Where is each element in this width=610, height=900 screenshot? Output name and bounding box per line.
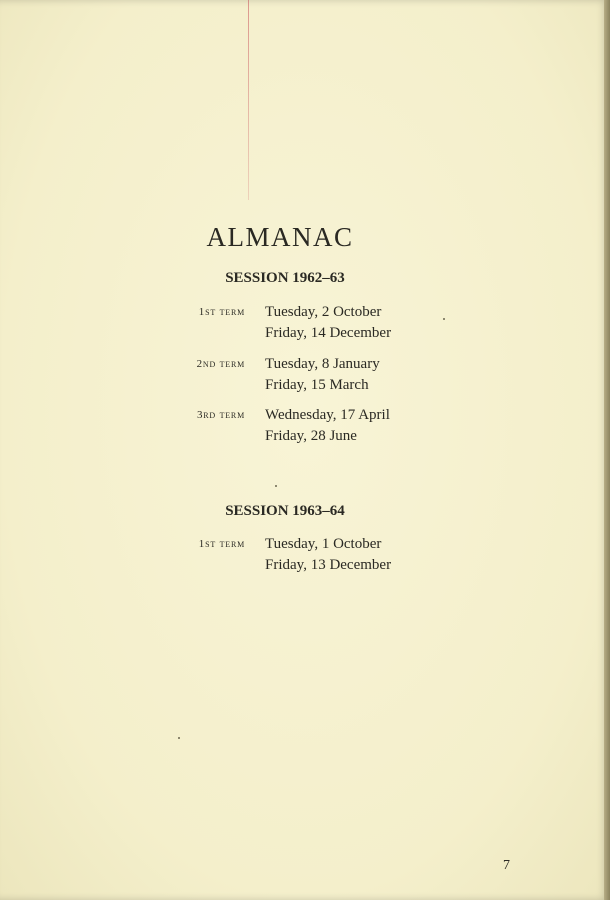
page-title: ALMANAC bbox=[206, 222, 354, 252]
session-heading-1962-63: SESSION 1962–63 bbox=[225, 270, 345, 286]
term-start-date: Tuesday, 8 January bbox=[265, 356, 380, 372]
term-dates bbox=[265, 534, 391, 576]
margin-rule bbox=[248, 0, 249, 200]
term-start-date: Tuesday, 2 October bbox=[265, 304, 382, 320]
paper-speck bbox=[443, 318, 445, 320]
term-dates bbox=[265, 302, 391, 344]
term-label: 3rd term bbox=[197, 409, 245, 421]
term-label: 1st term bbox=[198, 306, 245, 318]
term-end-date: Friday, 15 March bbox=[265, 377, 369, 393]
term-dates bbox=[265, 405, 390, 447]
paper-speck bbox=[275, 485, 277, 487]
session-heading-1963-64: SESSION 1963–64 bbox=[225, 503, 345, 519]
term-start-date: Tuesday, 1 October bbox=[265, 536, 382, 552]
term-label: 1st term bbox=[198, 538, 245, 550]
term-dates bbox=[265, 354, 380, 396]
paper-speck bbox=[178, 737, 180, 739]
page-number: 7 bbox=[503, 858, 510, 873]
term-end-date: Friday, 14 December bbox=[265, 325, 392, 341]
term-label: 2nd term bbox=[196, 358, 245, 370]
term-start-date: Wednesday, 17 April bbox=[265, 407, 390, 423]
term-end-date: Friday, 13 December bbox=[265, 557, 392, 573]
term-end-date: Friday, 28 June bbox=[265, 428, 357, 444]
